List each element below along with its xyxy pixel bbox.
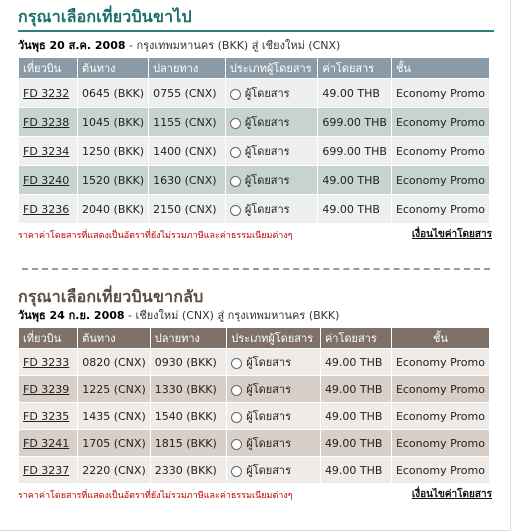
flight-number-link[interactable]: FD 3236 [23, 202, 70, 216]
destination-time: 1540 (BKK) [151, 403, 227, 429]
destination-time: 1155 (CNX) [149, 108, 225, 136]
flight-cell [19, 403, 77, 429]
passenger-type-label: ผู้โดยสาร [244, 145, 290, 158]
passenger-type-cell [226, 166, 318, 194]
destination-time: 0755 (CNX) [149, 79, 225, 107]
passenger-type-cell [227, 376, 320, 402]
fare-amount: 699.00 THB [318, 108, 391, 136]
passenger-type-label: ผู้โดยสาร [246, 356, 292, 369]
flight-cell [19, 457, 77, 483]
passenger-type-cell [227, 430, 320, 456]
passenger-type-label: ผู้โดยสาร [244, 174, 290, 187]
col-header-destination: ปลายทาง [149, 58, 225, 78]
return-header-row [19, 328, 489, 348]
flight-number-link[interactable]: FD 3241 [23, 436, 70, 450]
return-footer [18, 485, 494, 501]
outbound-dateline [18, 38, 494, 54]
destination-time: 1815 (BKK) [151, 430, 227, 456]
fare-amount: 49.00 THB [318, 195, 391, 223]
return-fare-conditions-link[interactable]: เงื่อนไขค่าโดยสาร [411, 489, 492, 500]
fare-amount: 49.00 THB [321, 376, 391, 402]
fare-amount: 49.00 THB [318, 166, 391, 194]
destination-time: 1630 (CNX) [149, 166, 225, 194]
origin-time: 0645 (BKK) [78, 79, 148, 107]
passenger-type-label: ผู้โดยสาร [246, 410, 292, 423]
outbound-header-row [19, 58, 489, 78]
select-flight-radio[interactable] [231, 358, 242, 369]
return-heading: กรุณาเลือกเที่ยวบินขากลับ [18, 287, 204, 306]
col-header-origin: ต้นทาง [78, 58, 148, 78]
origin-time: 1435 (CNX) [78, 403, 150, 429]
return-section [18, 286, 494, 501]
flight-cell [19, 349, 77, 375]
flight-row [19, 166, 489, 194]
passenger-type-label: ผู้โดยสาร [246, 464, 292, 477]
passenger-type-label: ผู้โดยสาร [244, 87, 290, 100]
fare-amount: 49.00 THB [321, 349, 391, 375]
select-flight-radio[interactable] [230, 89, 241, 100]
flight-number-link[interactable]: FD 3238 [23, 115, 70, 129]
flight-number-link[interactable]: FD 3234 [23, 144, 70, 158]
flight-row [19, 195, 489, 223]
destination-time: 0930 (BKK) [151, 349, 227, 375]
fare-amount: 49.00 THB [321, 403, 391, 429]
col-header-flight: เที่ยวบิน [19, 328, 77, 348]
section-divider [22, 268, 490, 270]
col-header-passenger-type: ประเภทผู้โดยสาร [227, 328, 320, 348]
return-date: วันพุธ 24 ก.ย. 2008 [18, 309, 125, 322]
fare-class: Economy Promo [392, 137, 489, 165]
outbound-section [18, 6, 494, 241]
select-flight-radio[interactable] [231, 439, 242, 450]
passenger-type-cell [227, 349, 320, 375]
destination-time: 2330 (BKK) [151, 457, 227, 483]
fare-class: Economy Promo [392, 457, 489, 483]
flight-number-link[interactable]: FD 3233 [23, 355, 70, 369]
return-fare-note: ราคาค่าโดยสารที่แสดงเป็นอัตราที่ยังไม่รวมภาษีและค่าธรรมเนียมต่างๆ [18, 491, 293, 501]
origin-time: 0820 (CNX) [78, 349, 150, 375]
flight-number-link[interactable]: FD 3232 [23, 86, 70, 100]
fare-amount: 699.00 THB [318, 137, 391, 165]
col-header-passenger-type: ประเภทผู้โดยสาร [226, 58, 318, 78]
origin-time: 2040 (BKK) [78, 195, 148, 223]
fare-class: Economy Promo [392, 166, 489, 194]
flight-cell [19, 195, 77, 223]
fare-amount: 49.00 THB [321, 457, 391, 483]
flight-row [19, 108, 489, 136]
return-dateline [18, 308, 494, 324]
return-flights-table [18, 327, 490, 484]
outbound-route: - กรุงเทพมหานคร (BKK) สู่ เชียงใหม่ (CNX) [125, 39, 341, 52]
flight-row [19, 403, 489, 429]
fare-class: Economy Promo [392, 79, 489, 107]
col-header-fare: ค่าโดยสาร [318, 58, 391, 78]
flight-row [19, 376, 489, 402]
col-header-flight: เที่ยวบิน [19, 58, 77, 78]
flight-row [19, 79, 489, 107]
fare-class: Economy Promo [392, 195, 489, 223]
passenger-type-cell [226, 137, 318, 165]
destination-time: 2150 (CNX) [149, 195, 225, 223]
outbound-footer [18, 225, 494, 241]
passenger-type-label: ผู้โดยสาร [246, 437, 292, 450]
outbound-heading-rule [18, 30, 494, 32]
flight-cell [19, 376, 77, 402]
destination-time: 1400 (CNX) [149, 137, 225, 165]
select-flight-radio[interactable] [231, 412, 242, 423]
outbound-date: วันพุธ 20 ส.ค. 2008 [18, 39, 126, 52]
flight-number-link[interactable]: FD 3239 [23, 382, 70, 396]
select-flight-radio[interactable] [230, 205, 241, 216]
select-flight-radio[interactable] [231, 385, 242, 396]
flight-cell [19, 79, 77, 107]
flight-number-link[interactable]: FD 3240 [23, 173, 70, 187]
origin-time: 1225 (CNX) [78, 376, 150, 402]
flight-row [19, 349, 489, 375]
outbound-heading: กรุณาเลือกเที่ยวบินขาไป [18, 7, 192, 26]
fare-class: Economy Promo [392, 349, 489, 375]
outbound-fare-conditions-link[interactable]: เงื่อนไขค่าโดยสาร [411, 229, 492, 240]
col-header-class: ชั้น [392, 58, 489, 78]
flight-row [19, 457, 489, 483]
outbound-flights-table [18, 57, 490, 224]
flight-row [19, 137, 489, 165]
select-flight-radio[interactable] [230, 176, 241, 187]
select-flight-radio[interactable] [230, 118, 241, 129]
passenger-type-label: ผู้โดยสาร [244, 116, 290, 129]
fare-class: Economy Promo [392, 430, 489, 456]
origin-time: 1045 (BKK) [78, 108, 148, 136]
origin-time: 2220 (CNX) [78, 457, 150, 483]
passenger-type-label: ผู้โดยสาร [246, 383, 292, 396]
fare-amount: 49.00 THB [321, 430, 391, 456]
flight-number-link[interactable]: FD 3235 [23, 409, 70, 423]
fare-class: Economy Promo [392, 376, 489, 402]
return-route: - เชียงใหม่ (CNX) สู่ กรุงเทพมหานคร (BKK) [124, 309, 340, 322]
col-header-fare: ค่าโดยสาร [321, 328, 391, 348]
origin-time: 1250 (BKK) [78, 137, 148, 165]
destination-time: 1330 (BKK) [151, 376, 227, 402]
outbound-fare-note: ราคาค่าโดยสารที่แสดงเป็นอัตราที่ยังไม่รวมภาษีและค่าธรรมเนียมต่างๆ [18, 231, 293, 241]
passenger-type-cell [227, 457, 320, 483]
fare-amount: 49.00 THB [318, 79, 391, 107]
passenger-type-cell [226, 79, 318, 107]
flight-cell [19, 166, 77, 194]
origin-time: 1520 (BKK) [78, 166, 148, 194]
fare-class: Economy Promo [392, 108, 489, 136]
flight-number-link[interactable]: FD 3237 [23, 463, 70, 477]
flight-cell [19, 108, 77, 136]
col-header-origin: ต้นทาง [78, 328, 150, 348]
col-header-destination: ปลายทาง [151, 328, 227, 348]
flight-cell [19, 137, 77, 165]
select-flight-radio[interactable] [231, 466, 242, 477]
passenger-type-cell [226, 108, 318, 136]
passenger-type-cell [226, 195, 318, 223]
col-header-class: ชั้น [392, 328, 489, 348]
flight-cell [19, 430, 77, 456]
passenger-type-label: ผู้โดยสาร [244, 203, 290, 216]
origin-time: 1705 (CNX) [78, 430, 150, 456]
flight-row [19, 430, 489, 456]
passenger-type-cell [227, 403, 320, 429]
select-flight-radio[interactable] [230, 147, 241, 158]
fare-class: Economy Promo [392, 403, 489, 429]
